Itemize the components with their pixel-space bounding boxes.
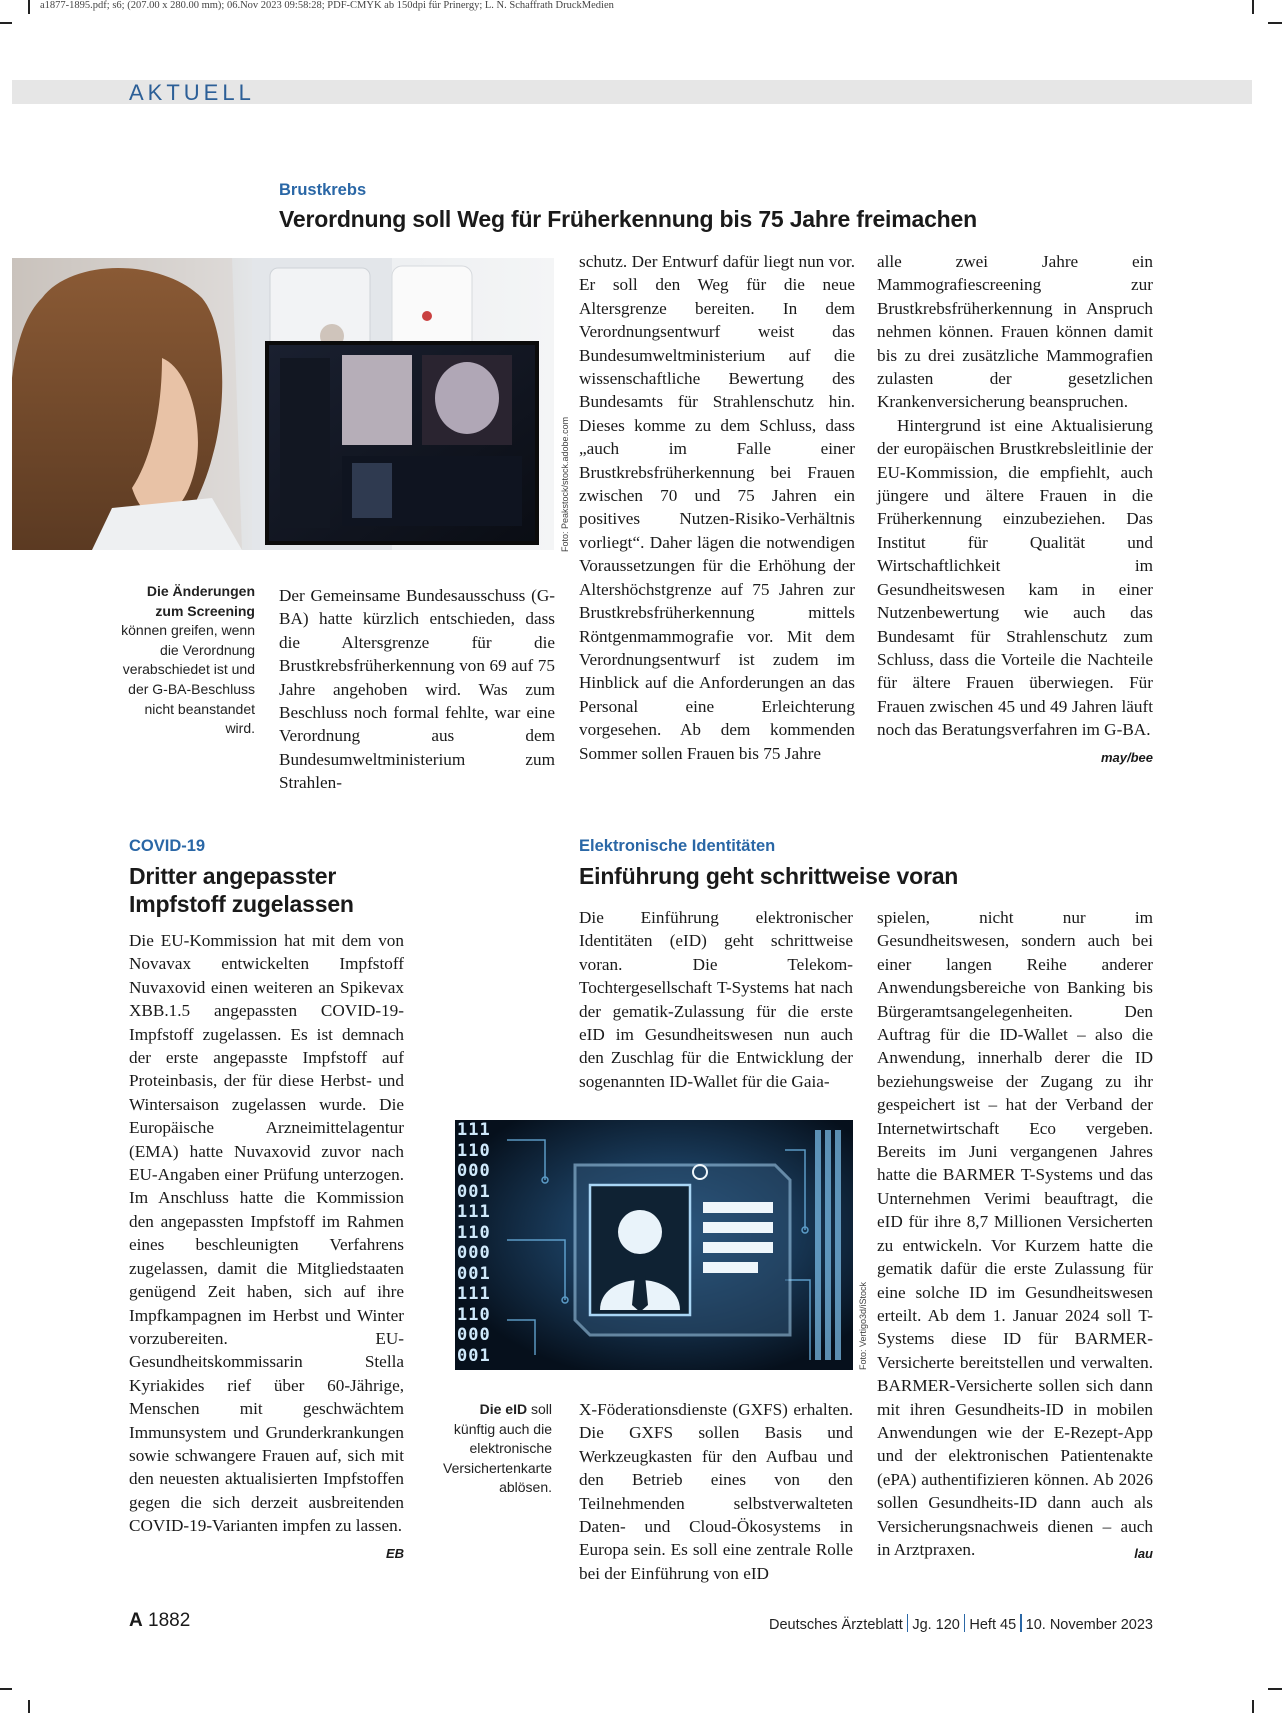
article1-caption [120, 582, 255, 739]
crop-mark [1252, 0, 1254, 14]
mammography-photo [12, 258, 554, 550]
article1-paragraph: alle zwei Jahre ein Mammografiescreening zur Brustkrebsfrüherkennung in Anspruch nehmen können. Frauen können damit bis zu drei zusätzliche Mammografien zulasten der gesetzlichen Krankenversicherung beanspruchen. [877, 252, 1153, 412]
article3-column-1-bottom [579, 1398, 853, 1585]
article1-photo-credit: Foto: Peakstock/stock.adobe.com [560, 416, 570, 552]
binary-row: 001 [457, 1181, 491, 1202]
separator [1020, 1614, 1022, 1632]
journal-info [769, 1614, 1153, 1633]
article1-column-3 [877, 250, 1153, 769]
article1-paragraph-text: Hintergrund ist eine Aktualisierung der europäischen Brustkrebsleitlinie der EU-Kommission, die empfiehlt, auch jüngere und ältere Frauen in die Früherkennung einzubeziehen. Das Institut für Qualität und Wirtschaftlichkeit im Gesundheitswesen kam in einer Nutzenbewertung wie auch das Bundesamt für Strahlenschutz zum Schluss, dass die Vorteile die Nachteile für ältere Frauen überwiegen. Für Frauen zwischen 45 und 49 Jahren läuft noch das Beratungsverfahren im G-BA. [877, 415, 1153, 740]
article1-caption-text: können greifen, wenn die Verordnung verabschiedet ist und der G-BA-Beschluss nicht beanstandet wird. [121, 622, 255, 737]
article1-signature: may/bee [1100, 749, 1153, 765]
article1-kicker: Brustkrebs [279, 181, 367, 199]
article3-column-1-top [579, 906, 853, 1093]
article3-paragraph [877, 906, 1153, 1561]
binary-row: 000 [457, 1161, 491, 1181]
binary-code-column [457, 1120, 491, 1366]
crop-mark [28, 1700, 30, 1713]
article3-photo-credit: Foto: Vertigo3d/iStock [858, 1281, 868, 1370]
article1-headline: Verordnung soll Weg für Früherkennung bis 75 Jahre freimachen [279, 206, 977, 232]
article3-kicker: Elektronische Identitäten [579, 837, 776, 855]
crop-mark [1268, 1688, 1282, 1690]
page-prefix: A [129, 1610, 143, 1631]
binary-row: 110 [457, 1222, 491, 1243]
binary-row: 110 [457, 1304, 491, 1325]
journal-issue: Heft 45 [969, 1617, 1017, 1633]
digital-id-photo [455, 1120, 853, 1370]
binary-row: 001 [457, 1263, 491, 1284]
article2-paragraph-text: Die EU-Kommission hat mit dem von Novavax entwickelten Impfstoff Nuvaxovid einen weiteren an Spikevax XBB.1.5 angepassten COVID-19-Impfstoff zugelassen. Es ist demnach der erste angepasste Impfstoff auf Proteinbasis, der für diese Herbst- und Wintersaison zugelassen wurde. Die Europäische Arzneimittelagentur (EMA) hatte Nuvaxovid zuvor nach EU-Angaben einer Prüfung unterzogen. Im Anschluss hatte die Kommission den angepassten Impfstoff im Rahmen eines beschleunigten Verfahrens zugelassen, damit die Mitgliedstaaten genügend Zeit haben, sich auf ihre Impfkampagnen im Herbst und Winter vorzubereiten. EU-Gesundheitskommissarin Stella Kyriakides rief über 60-Jährige, Menschen mit geschwächtem Immunsystem und Grunderkrankungen sowie schwangere Frauen auf, sich mit den neuesten aktualisierten Impfstoffen gegen die sich derzeit ausbreitenden COVID-19-Varianten impfen zu lassen. [129, 931, 404, 1536]
binary-row: 000 [457, 1325, 491, 1345]
article2-paragraph [129, 929, 404, 1561]
article3-paragraph-text: spielen, nicht nur im Gesundheitswesen, sondern auch bei einer langen Reihe anderer Anwendungsbereiche von Banking bis Bürgeramtsangelegenheiten. Den Auftrag für die ID-Wallet – also die Anwendung, innerhalb derer die ID beziehungsweise der Zugang zu ihr gespeichert ist – hat der Verband der Internetwirtschaft Eco vergeben. Bereits im Juni vergangenen Jahres hatte die BARMER T-Systems und das Unternehmen Verimi beauftragt, die eID für ihre 8,7 Millionen Versicherten zu entwickeln. Vor Kurzem hatte die gematik dafür die erste Zulassung für eine solche ID im Gesundheitswesen erteilt. Ab dem 1. Januar 2024 soll T-Systems diese ID für BARMER-Versicherte bereitstellen und verwalten. BARMER-Versicherte sollen sich dann mit ihren Gesundheits-ID in mobilen Anwendungen wie der E-Rezept-App und der elektronischen Patientenakte (ePA) authentifizieren können. Ab 2026 sollen Gesundheits-ID dann auch als Versicherungsnachweis dienen – auch in Arztpraxen. [877, 908, 1153, 1559]
article1-column-2 [579, 250, 855, 765]
article3-paragraph: X-Föderationsdienste (GXFS) erhalten. Die GXFS sollen Basis und Werkzeugkasten für den Aufbau und den Betrieb eines von den Teilnehmenden selbstverwalteten Daten- und Cloud-Ökosystems in Europa sein. Es soll eine zentrale Rolle bei der Einführung von eID [579, 1400, 853, 1583]
article1-caption-bold: Die Änderungen zum Screening [146, 583, 255, 619]
crop-mark [1252, 1700, 1254, 1713]
article2-headline [129, 862, 354, 918]
article3-caption-bold: Die eID [479, 1401, 528, 1417]
binary-row: 111 [457, 1284, 491, 1304]
article3-paragraph: Die Einführung elektronischer Identitäten (eID) geht schrittweise voran. Die Telekom-Tochtergesellschaft T-Systems hat nach der gematik-Zulassung für die erste eID im Gesundheitswesen nun auch den Zuschlag für die Entwicklung der sogenannten ID-Wallet für die Gaia- [579, 908, 853, 1091]
crop-mark [0, 22, 12, 24]
crop-mark [28, 0, 30, 14]
binary-row: 000 [457, 1243, 491, 1263]
page-number [129, 1610, 190, 1632]
article1-paragraph [877, 414, 1153, 765]
separator [964, 1614, 966, 1632]
article3-headline: Einführung geht schrittweise voran [579, 863, 959, 889]
journal-date: 10. November 2023 [1025, 1617, 1153, 1633]
article2-headline-line: Dritter angepasster [129, 863, 337, 889]
separator [907, 1614, 909, 1632]
journal-name: Deutsches Ärzteblatt [769, 1617, 903, 1633]
article2-signature: EB [385, 1545, 404, 1561]
journal-volume: Jg. 120 [912, 1617, 960, 1633]
article1-column-1 [279, 584, 555, 795]
article3-column-2 [877, 906, 1153, 1565]
article2-kicker: COVID-19 [129, 837, 206, 855]
article1-paragraph: Der Gemeinsame Bundesausschuss (G-BA) hatte kürzlich entschieden, dass die Altersgrenze für die Brustkrebsfrüherkennung von 69 auf 75 Jahre angehoben wird. Was zum Beschluss noch formal fehlte, war eine Verordnung aus dem Bundesumweltministerium zum Strahlen- [279, 586, 555, 793]
rubric-label: AKTUELL [129, 80, 255, 105]
crop-mark [0, 1688, 12, 1690]
crop-mark [1268, 22, 1282, 24]
print-slug: a1877-1895.pdf; s6; (207.00 x 280.00 mm); 06.Nov 2023 09:58:28; PDF-CMYK ab 150dpi für Prinergy; L. N. Schaffrath DruckMedien [40, 0, 614, 11]
article3-caption-text: soll künftig auch die elektronische Versichertenkarte ablösen. [443, 1401, 552, 1496]
binary-row: 111 [457, 1120, 491, 1140]
binary-row: 110 [457, 1140, 491, 1161]
binary-row: 111 [457, 1202, 491, 1222]
binary-row: 001 [457, 1345, 491, 1366]
page-number-value: 1882 [148, 1610, 191, 1631]
article3-signature: lau [1134, 1545, 1153, 1561]
article1-paragraph: schutz. Der Entwurf dafür liegt nun vor. Er soll den Weg für die neue Altersgrenze bereiten. In dem Verordnungsentwurf weist das Bundesumweltministerium auf die wissenschaftliche Bewertung des Bundesamts für Strahlenschutz hin. Dieses komme zu dem Schluss, dass „auch im Falle einer Brustkrebsfrüherkennung bei Frauen zwischen 70 und 75 Jahren ein positives Nutzen-Risiko-Verhältnis vorliegt“. Daher lägen die notwendigen Voraussetzungen für die Erhöhung der Altershöchstgrenze auf 75 Jahren zur Brustkrebsfrüherkennung mittels Röntgenmammografie vor. Mit dem Verordnungsentwurf ist zudem im Hinblick auf die Anforderungen an das Personal eine Erleichterung vorgesehen. Ab dem kommenden Sommer sollen Frauen bis 75 Jahre [579, 252, 855, 763]
article2-column [129, 929, 404, 1565]
article2-headline-line: Impfstoff zugelassen [129, 891, 354, 917]
article3-caption [440, 1400, 552, 1498]
